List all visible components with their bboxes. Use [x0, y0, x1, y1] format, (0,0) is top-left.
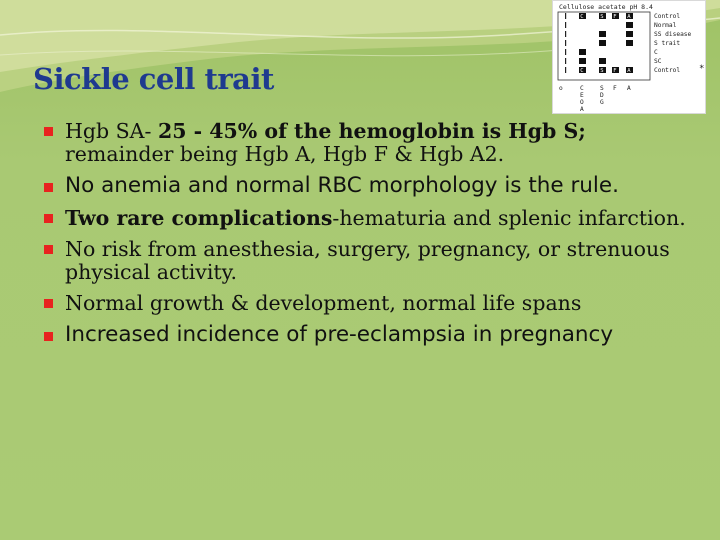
gel-header: Cellulose acetate pH 8.4 [559, 3, 653, 11]
bullet-text: remainder being Hgb A, Hgb F & Hgb A2. [65, 142, 505, 167]
gel-axis-label: F [613, 85, 617, 92]
gel-axis-sublabel: E [580, 92, 584, 99]
bullet-text: Hgb SA- [65, 119, 158, 143]
bullet-square-icon [44, 214, 53, 223]
gel-band [626, 22, 633, 28]
gel-band-label: A [627, 68, 631, 74]
slide-title: Sickle cell trait [33, 62, 274, 96]
gel-axis-sublabel: O [580, 99, 584, 106]
gel-band-label: S [600, 14, 604, 20]
gel-band [599, 31, 606, 37]
gel-origin-mark [565, 13, 566, 19]
bullet-text: No risk from anesthesia, surgery, pregnancy, or strenuous physical activity. [65, 236, 670, 284]
bullet-item [44, 238, 694, 284]
gel-origin-mark [565, 31, 566, 37]
gel-band-label: F [613, 68, 617, 74]
gel-band [579, 58, 586, 64]
gel-axis-label: o [559, 85, 563, 92]
gel-band-label: C [580, 68, 584, 74]
bullet-text: No anemia and normal RBC morphology is the rule. [65, 173, 619, 199]
gel-band-label: S [600, 68, 604, 74]
bullet-text: -hematuria and splenic infarction. [332, 205, 686, 230]
gel-row-label: SC [654, 58, 662, 65]
bullet-item [44, 292, 694, 315]
bullet-item [44, 120, 694, 166]
bullet-square-icon [44, 183, 53, 192]
gel-axis-label: S [600, 85, 604, 92]
gel-band [599, 40, 606, 46]
bullet-item [44, 207, 694, 230]
gel-origin-mark [565, 40, 566, 46]
gel-axis-sublabel: D [600, 92, 604, 99]
gel-origin-mark [565, 58, 566, 64]
gel-axis-sublabel: A [580, 106, 584, 113]
bullet-text: Increased incidence of pre-eclampsia in pregnancy [65, 322, 614, 348]
gel-row-label: Control [654, 13, 681, 20]
gel-band-label: A [627, 14, 631, 20]
gel-origin-mark [565, 49, 566, 55]
gel-origin-mark [565, 22, 566, 28]
bullet-square-icon [44, 299, 53, 308]
bullet-square-icon [44, 332, 53, 341]
bullet-item [44, 174, 694, 198]
gel-axis-label: C [580, 85, 584, 92]
bullet-list [44, 120, 694, 356]
gel-row-label: Control [654, 67, 681, 74]
gel-band-label: F [613, 14, 617, 20]
bullet-square-icon [44, 245, 53, 254]
bullet-item [44, 323, 694, 347]
gel-band-label: C [580, 14, 584, 20]
bullet-square-icon [44, 127, 53, 136]
gel-axis-label: A [627, 85, 631, 92]
gel-band [626, 40, 633, 46]
bullet-text: Normal growth & development, normal life spans [65, 291, 582, 316]
gel-row-label: C [654, 49, 658, 56]
electrophoresis-diagram [552, 0, 706, 114]
gel-band [626, 31, 633, 37]
gel-band [599, 58, 606, 64]
gel-row-label: Normal [654, 22, 677, 29]
gel-row-label: S trait [654, 40, 681, 47]
bullet-text: Two rare complications [65, 205, 333, 230]
gel-origin-mark [565, 67, 566, 73]
gel-row-label: SS disease [654, 31, 692, 38]
bullet-text: 25 - 45% of the hemoglobin is Hgb S; [157, 119, 586, 143]
gel-axis-sublabel: G [600, 99, 604, 106]
gel-band [579, 49, 586, 55]
gel-asterisk: * [699, 64, 705, 74]
